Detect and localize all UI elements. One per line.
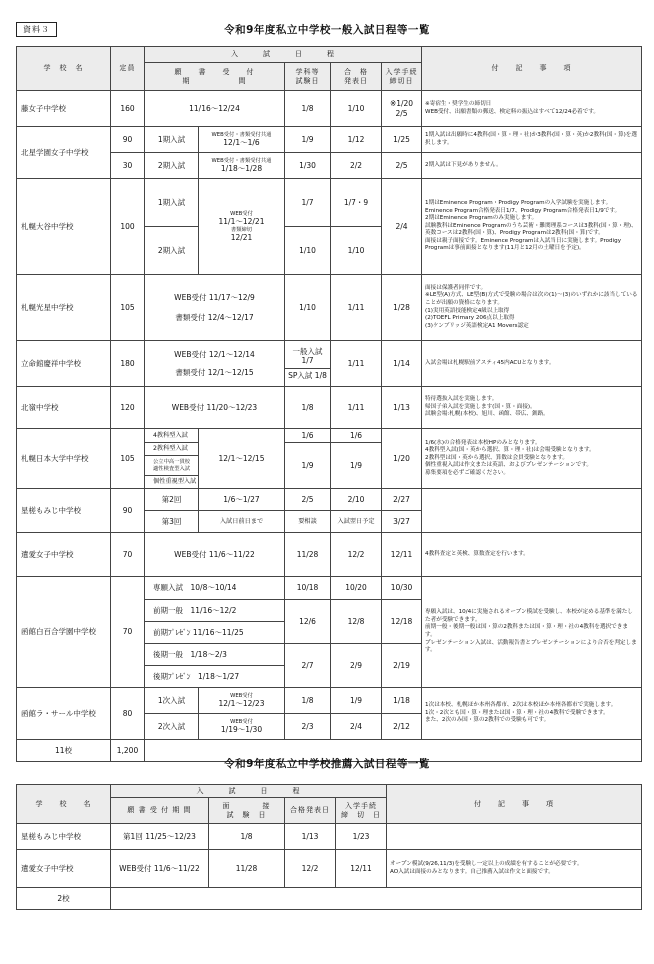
header-capacity: 定員 [111, 47, 145, 91]
exam-date: 2/3 [285, 714, 331, 740]
exam-type: 第3回 [145, 511, 199, 533]
pass-date: 1/9 [331, 443, 382, 489]
total-capacity: 1,200 [111, 740, 145, 762]
exam-type: 4教科型入試 [145, 429, 199, 443]
table-row [17, 577, 642, 600]
capacity: 70 [111, 577, 145, 688]
header-interview-date: 面 接 試 験 日 [209, 798, 285, 824]
header-exam-schedule: 入 試 日 程 [111, 785, 387, 798]
exam-date: 一般入試 1/7 SP入試 1/8 [285, 341, 331, 387]
header-notes: 付 記 事 項 [422, 47, 642, 91]
capacity: 180 [111, 341, 145, 387]
exam-date: 1/8 [209, 824, 285, 850]
school-name: 札幌日本大学中学校 [17, 429, 111, 489]
table-row [17, 850, 642, 888]
enrollment-deadline: 2/5 [382, 153, 422, 179]
header-pass-date: 合格発表日 [285, 798, 336, 824]
school-name: 藤女子中学校 [17, 91, 111, 127]
document-tag: 資料３ [16, 22, 57, 37]
pass-date: 1/11 [331, 275, 382, 341]
application-period: 入試日前日まで [199, 511, 285, 533]
enrollment-deadline: 2/12 [382, 714, 422, 740]
application-period: 1/6～1/27 [199, 489, 285, 511]
header-school: 学 校 名 [17, 47, 111, 91]
enrollment-deadline: 3/27 [382, 511, 422, 533]
school-name: 立命館慶祥中学校 [17, 341, 111, 387]
header-application-period: 願 書 受 付 期 間 [145, 63, 285, 91]
table-row [17, 179, 642, 227]
pass-date: 2/10 [331, 489, 382, 511]
table-row [17, 91, 642, 127]
exam-date: 11/28 [285, 533, 331, 577]
application-period: WEB受付 12/1～12/14 書類受付 12/1～12/15 [145, 341, 285, 387]
enrollment-deadline: 12/11 [382, 533, 422, 577]
capacity: 105 [111, 275, 145, 341]
pass-date: 2/9 [331, 644, 382, 688]
pass-date: 2/4 [331, 714, 382, 740]
exam-date: 1/7 [285, 179, 331, 227]
table-row [17, 275, 642, 341]
capacity: 160 [111, 91, 145, 127]
general-exam-table [16, 46, 642, 762]
exam-date: 1/6 [285, 429, 331, 443]
notes: 1期入試は出願時に4教科(国・算・理・社)か3教科(国・算・英)か2教科(国・算)を選択します。 [422, 127, 642, 153]
header-pass-date: 合 格 発表日 [331, 63, 382, 91]
notes: 専願入試は、10/4に実施されるオープン模試を受験し、本校が定める基準を満たした者が受験できます。 前期一般・後期一般は国・算の2教科または国・算・理・社の4教科を選択できます。 プレゼンテーション入試は、活動報告書とプレゼンテーションにより合否を判定します。 [422, 577, 642, 688]
notes [387, 824, 642, 850]
enrollment-deadline: 12/11 [336, 850, 387, 888]
exam-date: 1/30 [285, 153, 331, 179]
enrollment-deadline: 1/20 [382, 429, 422, 489]
table-row [17, 489, 642, 511]
notes: 1次は本校、札幌ほか本州各都市、2次は本校ほか本州各都市で実施します。 1次・2次とも国・算・理または国・算・理・社の4教科で受験できます。 また、2次のみ国・算の2教科での受験も可です。 [422, 688, 642, 740]
exam-type: 2期入試 [145, 153, 199, 179]
header-application-period: 願 書 受 付 期 間 [111, 798, 209, 824]
application-period: WEB受付・書類受付共通 12/1～1/6 [199, 127, 285, 153]
exam-type: 2期入試 [145, 227, 199, 275]
pass-date: 1/7・9 [331, 179, 382, 227]
table-row [17, 127, 642, 153]
exam-type: 2教科型入試 [145, 443, 199, 456]
enrollment-deadline: 2/19 [382, 644, 422, 688]
exam-date: 1/9 [285, 443, 331, 489]
header-enrollment-deadline: 入学手続 締 切 日 [336, 798, 387, 824]
school-name: 星槎もみじ中学校 [17, 489, 111, 533]
pass-date: 10/20 [331, 577, 382, 600]
application-period: 後期ﾌﾟﾚｾﾞﾝ 1/18～1/27 [145, 666, 285, 688]
enrollment-deadline: 1/28 [382, 275, 422, 341]
exam-date: 1/9 [285, 127, 331, 153]
header-school: 学 校 名 [17, 785, 111, 824]
capacity: 70 [111, 533, 145, 577]
pass-date: 1/6 [331, 429, 382, 443]
pass-date: 1/9 [331, 688, 382, 714]
recommendation-exam-table [16, 784, 642, 910]
school-name: 函館白百合学園中学校 [17, 577, 111, 688]
pass-date: 1/10 [331, 227, 382, 275]
exam-date: 要相談 [285, 511, 331, 533]
application-period: 第1回 11/25～12/23 [111, 824, 209, 850]
exam-type: 個性重視型入試 [145, 476, 199, 489]
application-period: 前期一般 11/16～12/2 [145, 600, 285, 622]
exam-date: 1/10 [285, 275, 331, 341]
application-period: WEB受付 11/6～11/22 [145, 533, 285, 577]
header-notes: 付 記 事 項 [387, 785, 642, 824]
application-period: WEB受付 1/19～1/30 [199, 714, 285, 740]
total-blank [111, 888, 642, 910]
exam-type: 1期入試 [145, 127, 199, 153]
enrollment-deadline: 1/25 [382, 127, 422, 153]
enrollment-deadline: 1/14 [382, 341, 422, 387]
school-name: 札幌光星中学校 [17, 275, 111, 341]
table-row [17, 153, 642, 179]
exam-date: 1/8 [285, 91, 331, 127]
application-period: 専願入試 10/8～10/14 [145, 577, 285, 600]
enrollment-deadline: 2/27 [382, 489, 422, 511]
school-name: 北星学園女子中学校 [17, 127, 111, 179]
exam-type: 1期入試 [145, 179, 199, 227]
enrollment-deadline: 1/18 [382, 688, 422, 714]
pass-date: 1/11 [331, 387, 382, 429]
notes: 入試会場は札幌駅前アスティ45内ACUとなります。 [422, 341, 642, 387]
exam-date: 10/18 [285, 577, 331, 600]
application-period: WEB受付 11/20～12/23 [145, 387, 285, 429]
school-name: 遺愛女子中学校 [17, 850, 111, 888]
school-name: 函館ラ・サール中学校 [17, 688, 111, 740]
school-name: 札幌大谷中学校 [17, 179, 111, 275]
capacity: 90 [111, 489, 145, 533]
table-row [17, 387, 642, 429]
pass-date: 1/13 [285, 824, 336, 850]
enrollment-deadline: 1/23 [336, 824, 387, 850]
pass-date: 1/12 [331, 127, 382, 153]
application-period: 12/1～12/15 [199, 429, 285, 489]
exam-date: 1/10 [285, 227, 331, 275]
header-exam-schedule: 入 試 日 程 [145, 47, 422, 63]
pass-date: 12/2 [331, 533, 382, 577]
enrollment-deadline: 12/18 [382, 600, 422, 644]
application-period: 11/16～12/24 [145, 91, 285, 127]
exam-date: 2/7 [285, 644, 331, 688]
enrollment-deadline: 2/4 [382, 179, 422, 275]
school-name: 遺愛女子中学校 [17, 533, 111, 577]
capacity: 105 [111, 429, 145, 489]
pass-date: 入試翌日予定 [331, 511, 382, 533]
notes [422, 489, 642, 533]
application-period: WEB受付 11/1～12/21 書類締切 12/21 [199, 179, 285, 275]
capacity: 90 [111, 127, 145, 153]
pass-date: 12/2 [285, 850, 336, 888]
exam-type: 第2回 [145, 489, 199, 511]
total-school-count: 2校 [17, 888, 111, 910]
pass-date: 12/8 [331, 600, 382, 644]
application-period: WEB受付 11/17～12/9 書類受付 12/4～12/17 [145, 275, 285, 341]
recommendation-exam-title: 令和9年度私立中学校推薦入試日程等一覧 [224, 758, 430, 770]
capacity: 100 [111, 179, 145, 275]
capacity: 80 [111, 688, 145, 740]
school-name: 北嶺中学校 [17, 387, 111, 429]
header-exam-date: 学科等 試験日 [285, 63, 331, 91]
capacity: 30 [111, 153, 145, 179]
exam-date: 1/8 [285, 688, 331, 714]
enrollment-deadline: ※1/20 2/5 [382, 91, 422, 127]
exam-date: 12/6 [285, 600, 331, 644]
table-row [17, 341, 642, 387]
total-row [17, 888, 642, 910]
notes: 1/6(水)の合格発表は本校HPのみとなります。 4教科型入試(国・英から選択、算・理・社)は会場受験となります。 2教科型は国・英から選択、算数は会員受験となります。 個性重視入試は作文または英語、およびプレゼンテーションです。 募集要項を必ずご確認ください。 [422, 429, 642, 489]
notes: オープン模試(9/26,11/3)を受験し一定以上の成績を有することが必要です。 AO入試は面接のみとなります。自己推薦入試は作文と面接です。 [387, 850, 642, 888]
header-enrollment-deadline: 入学手続 締切日 [382, 63, 422, 91]
exam-type: 2次入試 [145, 714, 199, 740]
school-name: 星槎もみじ中学校 [17, 824, 111, 850]
notes: ※寄宿生・奨学生の締切日 WEB受付、出願書類の郵送、検定料の振込はすべて12/24必着です。 [422, 91, 642, 127]
pass-date: 1/11 [331, 341, 382, 387]
exam-date: 1/8 [285, 387, 331, 429]
application-period: WEB受付 12/1～12/23 [199, 688, 285, 714]
capacity: 120 [111, 387, 145, 429]
notes: 特待選抜入試を実施します。 帰国子弟入試を実施します(国・算・面接)。 試験会場:札幌(本校)、旭川、函館、帯広、釧路。 [422, 387, 642, 429]
exam-type: 1次入試 [145, 688, 199, 714]
application-period: WEB受付・書類受付共通 1/18～1/28 [199, 153, 285, 179]
application-period: WEB受付 11/6～11/22 [111, 850, 209, 888]
table-row [17, 688, 642, 714]
enrollment-deadline: 10/30 [382, 577, 422, 600]
table-row [17, 533, 642, 577]
exam-date: 11/28 [209, 850, 285, 888]
table-row [17, 429, 642, 443]
notes: 面接は保護者同伴です。 ※LE型(A)方式、LE型(B)方式で受験の場合は次の(1)～(3)のいずれかに該当していることが出願の資格になります。 (1)実用英語技能検定4級以上取得 (2)TOEFL Primary 206点以上取得 (3)ケンブリッジ英語検定A1 Movers認定 [422, 275, 642, 341]
notes: 2期入試は下見がありません。 [422, 153, 642, 179]
exam-date: 2/5 [285, 489, 331, 511]
table-row [17, 824, 642, 850]
exam-type: 公立中高一貫校 適性検査型入試 [145, 456, 199, 476]
enrollment-deadline: 1/13 [382, 387, 422, 429]
application-period: 後期一般 1/18～2/3 [145, 644, 285, 666]
application-period: 前期ﾌﾟﾚｾﾞﾝ 11/16～11/25 [145, 622, 285, 644]
total-school-count: 11校 [17, 740, 111, 762]
pass-date: 1/10 [331, 91, 382, 127]
notes: 1期はEminence Program・Prodigy Programの入学試験を実施します。Eminence Program合格発表日1/7、Prodigy Program合格発表日1/9です。 2期はEminence Programのみ実施します。 試験教科はEminence Programのうち芸術・難関理系コースは3教科(国・算・理)、英数コースは2教科(国・算)、Prodigy Programは2教科(国・算)です。 面接は親子面接です。Eminence Programは入試当日に実施します。Prodigy Programは事前面接となります(11月と12月の土曜日を予定)。 [422, 179, 642, 275]
general-exam-title: 令和9年度私立中学校一般入試日程等一覧 [224, 24, 430, 36]
notes: 4教科査定と英検、算数査定を行います。 [422, 533, 642, 577]
pass-date: 2/2 [331, 153, 382, 179]
